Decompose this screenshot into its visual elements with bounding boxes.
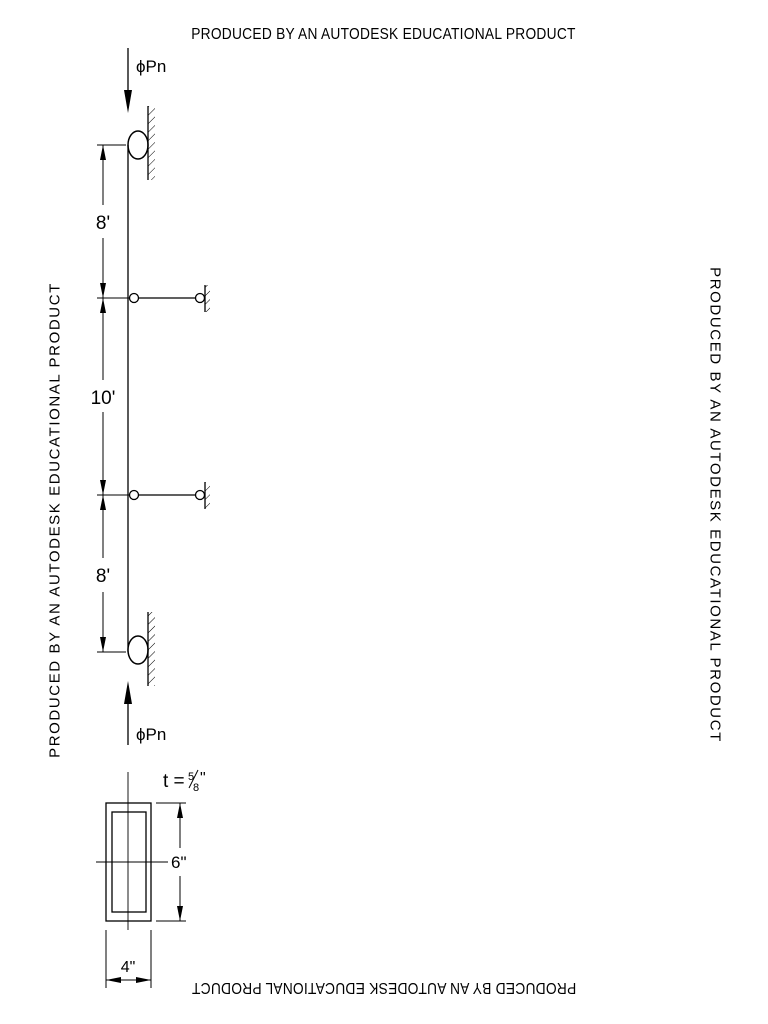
thickness-prefix: t = [163, 771, 185, 792]
bottom-pin-support [128, 612, 155, 686]
load-arrow-bottom [124, 681, 132, 745]
lateral-brace-upper [130, 285, 211, 312]
load-label-bottom: ϕPn [136, 725, 167, 744]
thickness-label [163, 770, 206, 794]
thickness-numerator: 5 [188, 771, 195, 783]
dim-label-middle: 10' [90, 388, 116, 409]
watermark-right: PRODUCED BY AN AUTODESK EDUCATIONAL PRODUCT [706, 267, 724, 743]
top-pin-support [128, 106, 155, 180]
section-height-label: 6" [171, 853, 187, 872]
dim-label-bottom: 8' [95, 566, 111, 587]
watermark-bottom: PRODUCED BY AN AUTODESK EDUCATIONAL PRODUCT [191, 979, 577, 996]
dim-label-top: 8' [95, 213, 111, 234]
watermark-left: PRODUCED BY AN AUTODESK EDUCATIONAL PRODUCT [46, 282, 64, 758]
hss-cross-section [96, 772, 168, 930]
load-label-top: ϕPn [136, 57, 167, 76]
watermark-top: PRODUCED BY AN AUTODESK EDUCATIONAL PRODUCT [191, 26, 576, 43]
thickness-unit: " [200, 770, 206, 787]
thickness-denominator: 8 [193, 782, 200, 794]
load-arrow-top [124, 48, 132, 113]
section-width-label: 4" [120, 959, 136, 976]
lateral-brace-lower [130, 482, 211, 509]
